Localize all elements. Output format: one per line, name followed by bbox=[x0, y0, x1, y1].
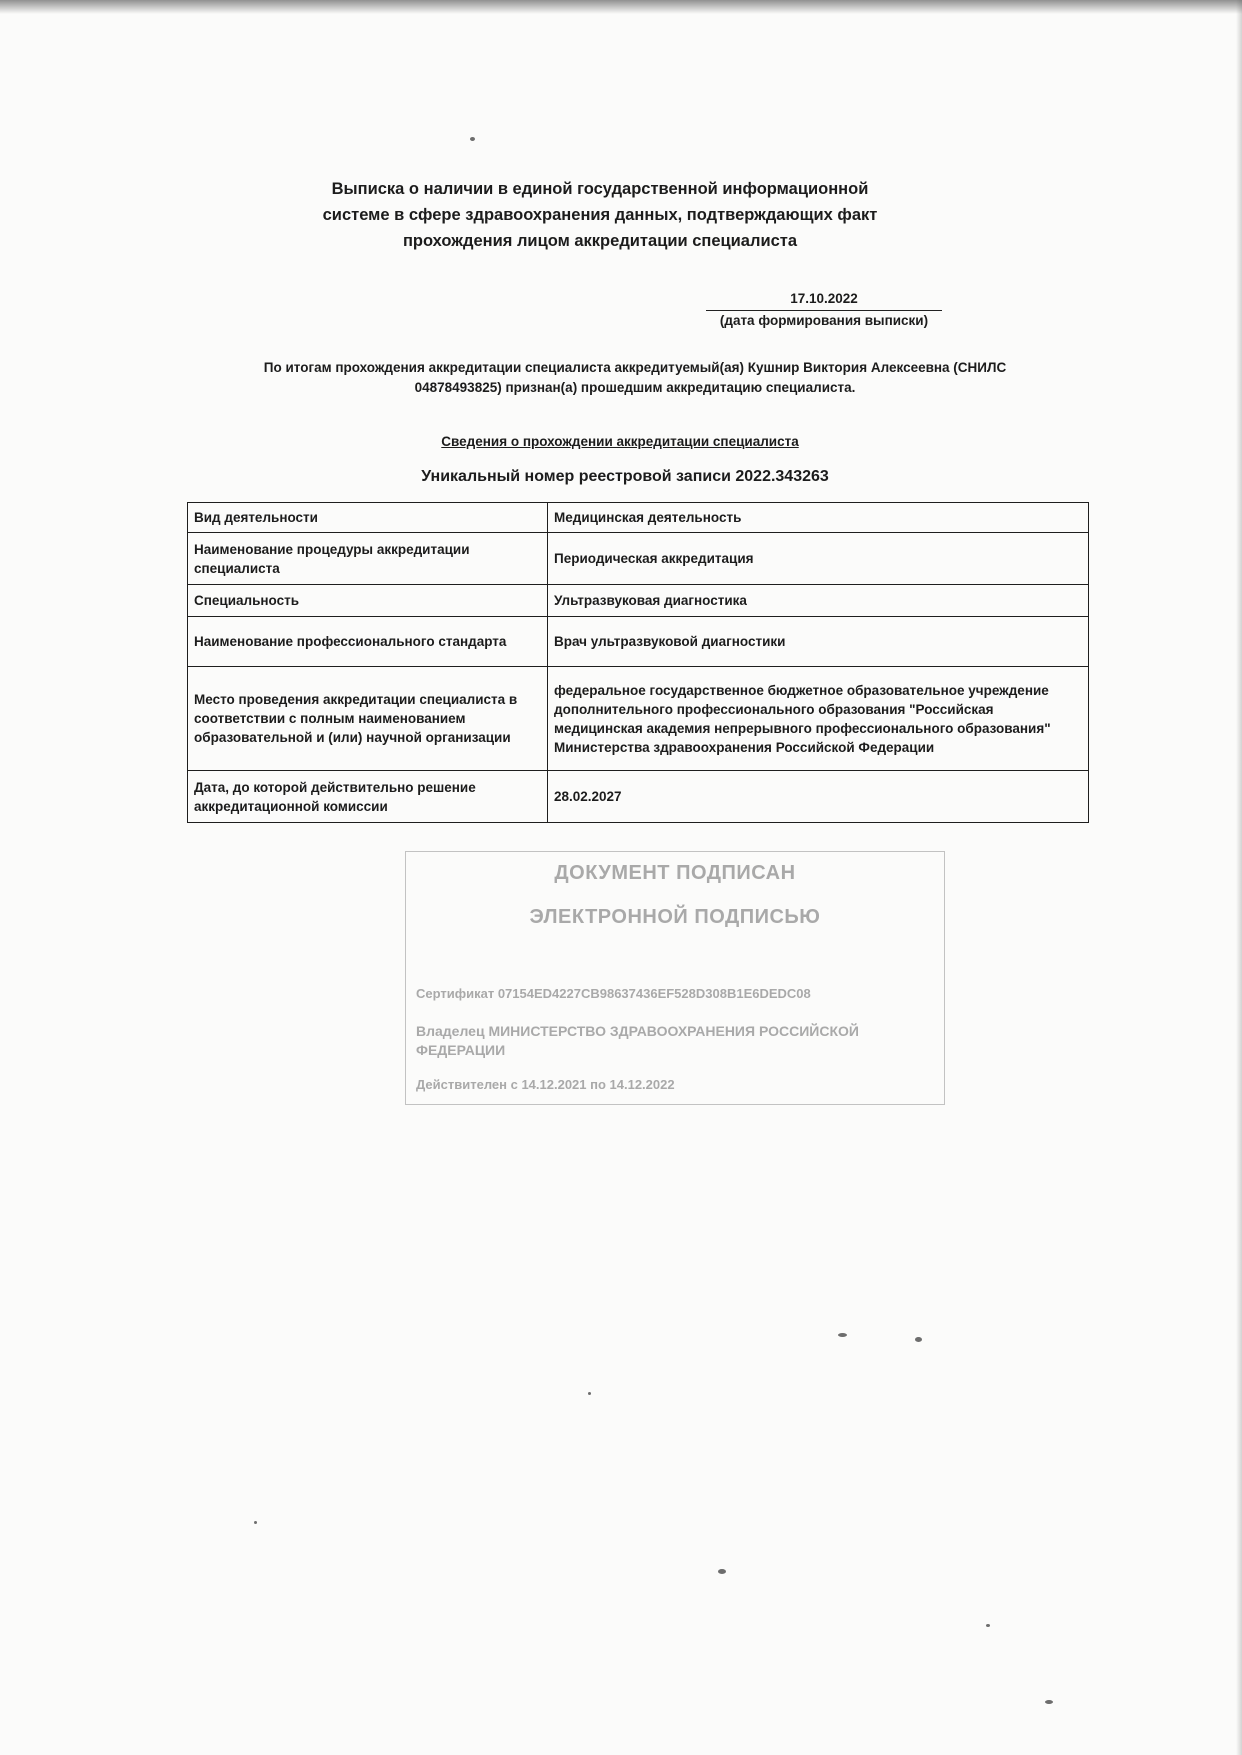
scan-top-edge bbox=[0, 0, 1242, 14]
scan-speck bbox=[986, 1624, 990, 1627]
title-line: Выписка о наличии в единой государственной информационной bbox=[331, 180, 869, 198]
scan-speck bbox=[718, 1569, 726, 1574]
table-row bbox=[188, 585, 1089, 617]
statement-line: По итогам прохождения аккредитации специалиста аккредитуемый(ая) Кушнир Виктория Алексеевна (СНИЛС bbox=[263, 360, 1007, 375]
statement-date: 17.10.2022 bbox=[706, 290, 942, 311]
row-value: Врач ультразвуковой диагностики bbox=[548, 617, 1089, 667]
stamp-owner: Владелец МИНИСТЕРСТВО ЗДРАВООХРАНЕНИЯ РОССИЙСКОЙ ФЕДЕРАЦИИ bbox=[416, 1023, 859, 1058]
scan-speck bbox=[838, 1333, 847, 1337]
scan-speck bbox=[254, 1521, 257, 1524]
stamp-certificate: Сертификат 07154ED4227CB98637436EF528D308B1E6DEDC08 bbox=[416, 986, 811, 1001]
scan-right-edge bbox=[1236, 0, 1242, 1755]
row-label: Наименование профессионального стандарта bbox=[188, 617, 548, 667]
electronic-signature-stamp bbox=[405, 851, 945, 1105]
statement-line: 04878493825) признан(а) прошедшим аккредитацию специалиста. bbox=[414, 380, 856, 395]
table-row bbox=[188, 771, 1089, 823]
accreditation-statement bbox=[210, 358, 1060, 398]
title-line: прохождения лицом аккредитации специалиста bbox=[402, 232, 798, 250]
accreditation-details-table bbox=[187, 502, 1089, 823]
registry-number: Уникальный номер реестровой записи 2022.343263 bbox=[421, 468, 829, 485]
table-row bbox=[188, 503, 1089, 533]
statement-date-caption: (дата формирования выписки) bbox=[719, 313, 929, 328]
scan-speck bbox=[470, 137, 475, 141]
table-row bbox=[188, 533, 1089, 585]
stamp-validity: Действителен с 14.12.2021 по 14.12.2022 bbox=[416, 1077, 675, 1092]
row-label: Дата, до которой действительно решение аккредитационной комиссии bbox=[188, 771, 548, 823]
row-value: 28.02.2027 bbox=[548, 771, 1089, 823]
title-line: системе в сфере здравоохранения данных, подтверждающих факт bbox=[322, 206, 878, 224]
table-row bbox=[188, 617, 1089, 667]
document-title bbox=[240, 176, 960, 254]
statement-date-block bbox=[706, 290, 942, 331]
stamp-subheading: ЭЛЕКТРОННОЙ ПОДПИСЬЮ bbox=[529, 906, 821, 928]
scan-speck bbox=[1045, 1700, 1053, 1704]
row-value: Медицинская деятельность bbox=[548, 503, 1089, 533]
row-label: Вид деятельности bbox=[188, 503, 548, 533]
row-value: федеральное государственное бюджетное образовательное учреждение дополнительного профессионального образования "Российская медицинская академия непрерывного профессионального образования" Министерства здравоохранения Российской Федерации bbox=[548, 667, 1089, 771]
row-label: Место проведения аккредитации специалиста в соответствии с полным наименованием образовательной и (или) научной организации bbox=[188, 667, 548, 771]
scan-speck bbox=[588, 1392, 591, 1395]
scan-speck bbox=[915, 1337, 922, 1342]
row-label: Специальность bbox=[188, 585, 548, 617]
section-heading: Сведения о прохождении аккредитации специалиста bbox=[441, 434, 799, 449]
stamp-heading: ДОКУМЕНТ ПОДПИСАН bbox=[554, 862, 796, 884]
row-value: Ультразвуковая диагностика bbox=[548, 585, 1089, 617]
row-label: Наименование процедуры аккредитации специалиста bbox=[188, 533, 548, 585]
row-value: Периодическая аккредитация bbox=[548, 533, 1089, 585]
table-row bbox=[188, 667, 1089, 771]
